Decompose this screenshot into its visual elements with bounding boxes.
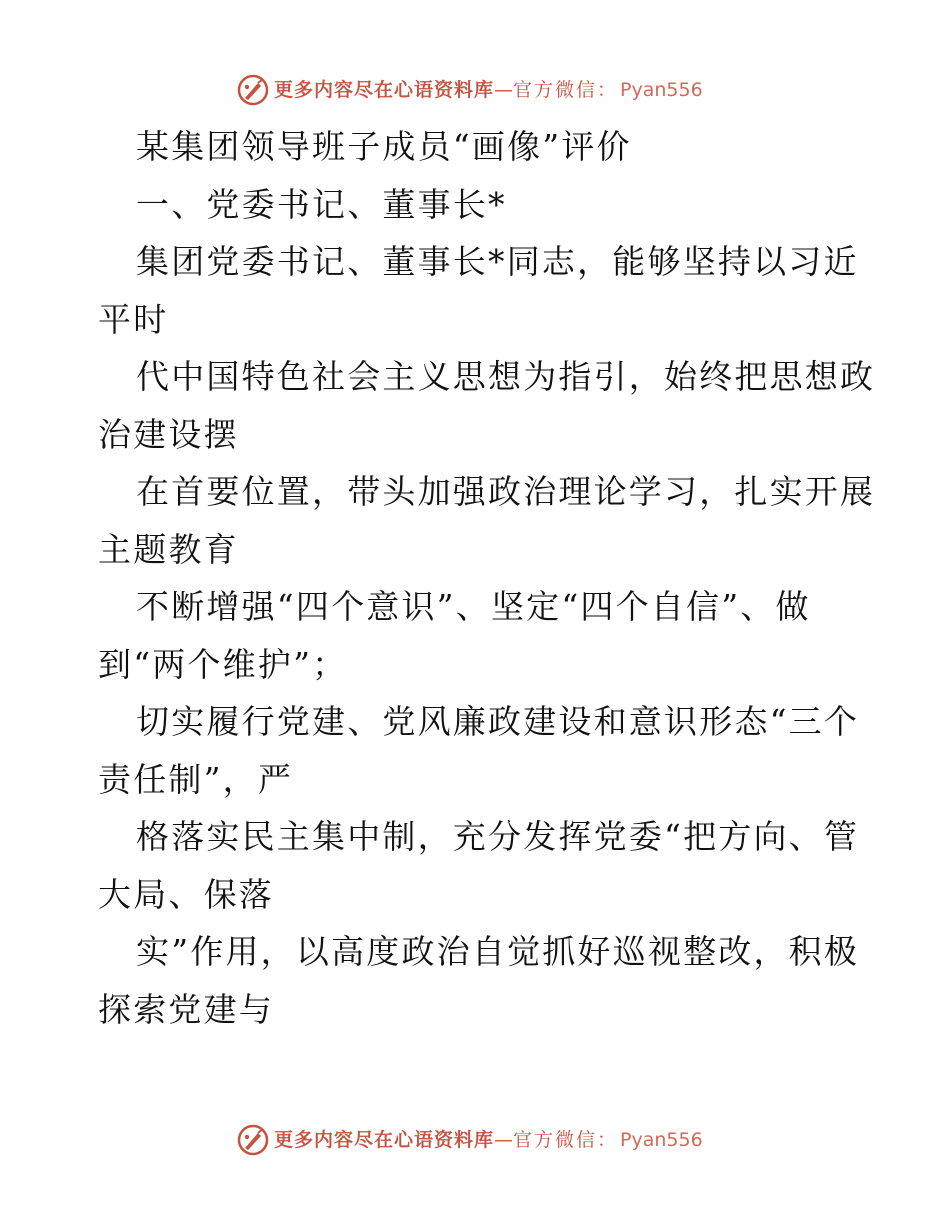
watermark-id: Pyan556 [620,1129,703,1151]
watermark-main-text: 更多内容尽在心语资料库 [274,1129,495,1151]
quill-logo-icon [236,73,270,107]
watermark-separator: — [494,79,514,101]
footer-watermark [236,1122,796,1158]
watermark-label: 官方微信： [513,1129,619,1151]
document-body [98,118,876,1038]
document-line: 格落实民主集中制，充分发挥党委“把方向、管 [136,817,860,856]
document-line: 主题教育 [98,529,239,569]
document-line: 在首要位置，带头加强政治理论学习，扎实开展 [136,472,876,511]
watermark-main-text: 更多内容尽在心语资料库 [274,79,495,101]
document-title: 某集团领导班子成员“画像”评价 [136,127,632,166]
watermark-separator: — [494,1129,514,1151]
document-line: 不断增强“四个意识”、坚定“四个自信”、做 [136,587,811,626]
document-line: 治建设摆 [98,414,239,454]
document-line: 探索党建与 [98,989,274,1029]
document-line: 代中国特色社会主义思想为指引，始终把思想政 [136,357,876,396]
document-line: 一、党委书记、董事长* [136,184,507,224]
header-watermark [236,72,796,108]
document-line: 到“两个维护”； [98,644,348,684]
watermark-label: 官方微信： [513,79,619,101]
document-line: 责任制”，严 [98,759,294,799]
watermark-id: Pyan556 [620,79,703,101]
document-line: 大局、保落 [98,874,274,914]
document-line: 切实履行党建、党风廉政建设和意识形态“三个 [136,702,860,741]
document-line: 平时 [98,299,169,339]
quill-logo-icon [236,1123,270,1157]
document-line: 集团党委书记、董事长*同志，能够坚持以习近 [136,242,859,281]
document-line: 实”作用，以高度政治自觉抓好巡视整改，积极 [136,932,860,971]
